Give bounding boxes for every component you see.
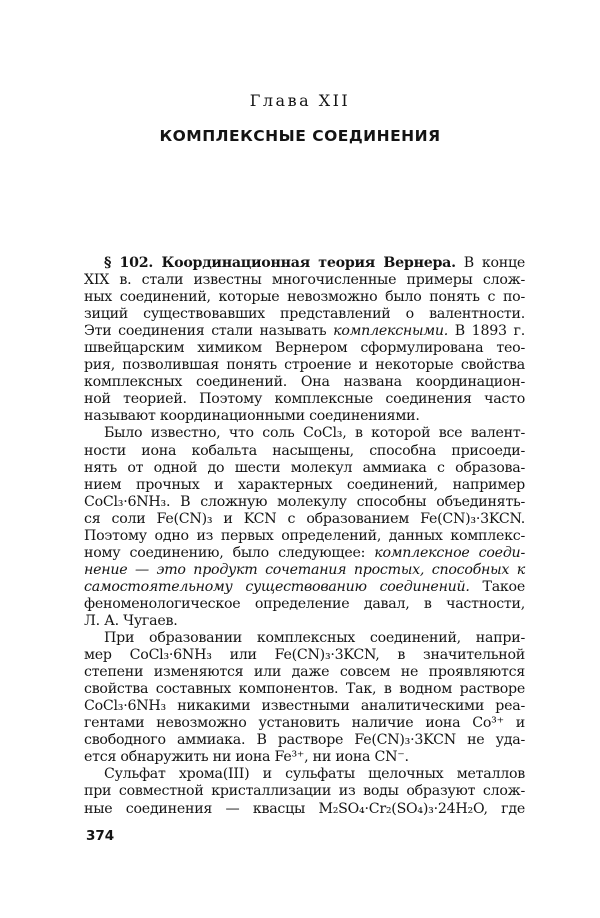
text-line: ной теорией. Поэтому комплексные соединения часто [84,391,525,408]
page-number: 374 [86,828,115,844]
text-fragment: Эти соединения стали называть [84,323,334,340]
body-text [84,255,525,818]
text-line: XIX в. стали известны многочисленные примеры слож- [84,272,525,289]
paragraph-3 [84,630,525,766]
text-line [84,545,525,562]
text-line: мер CoCl₃·6NH₃ или Fe(CN)₃·3KCN, в значительной [84,647,525,664]
text-line: Л. А. Чугаев. [84,612,178,629]
text-line: нием прочных и характерных соединений, например [84,476,525,493]
text-line: ности иона кобальта насыщены, способна присоеди- [84,442,525,459]
text-line: нять от одной до шести молекул аммиака с образова- [84,459,525,476]
text-fragment: В конце [455,255,525,271]
text-line: комплексных соединений. Она названа координацион- [84,374,525,391]
text-fragment: Такое [469,578,525,595]
text-line: свободного аммиака. В растворе Fe(CN)₃·3KCN не уда- [84,732,525,749]
text-line: при совместной кристаллизации из воды образуют слож- [84,783,525,800]
text-line: гентами невозможно установить наличие иона Co³⁺ и [84,715,525,732]
text-line: свойства составных компонентов. Так, в водном растворе [84,681,525,698]
paragraph-2 [84,425,525,630]
text-line: ных соединений, которые невозможно было понять с по- [84,289,525,306]
text-line: CoCl₃·6NH₃ никакими известными аналитическими реа- [84,698,525,715]
text-line: феноменологическое определение давал, в частности, [84,595,525,612]
paragraph-1 [84,255,525,425]
definition-text: комплексное соеди- [374,544,525,561]
definition-text: нение — это продукт сочетания простых, способных к [84,561,525,578]
chapter-heading: Глава XII [249,91,351,110]
text-line: При образовании комплексных соединений, напри- [104,630,525,647]
chapter-title: КОМПЛЕКСНЫЕ СОЕДИНЕНИЯ [159,127,441,145]
text-line: зиций существовавших представлений о валентности. [84,306,525,323]
paragraph-4 [84,766,525,817]
text-line: швейцарским химиком Вернером сформулирована тео- [84,340,525,357]
text-line [84,579,525,596]
text-line: ется обнаружить ни иона Fe³⁺, ни иона CN⁻. [84,749,409,766]
definition-text: самостоятельному существованию соединений. [84,578,470,595]
text-line: Было известно, что соль CoCl₃, в которой все валент- [104,425,525,442]
text-line: рия, позволившая понять строение и некоторые свойства [84,357,525,374]
text-line: ся соли Fe(CN)₃ и KCN с образованием Fe(CN)₃·3KCN. [84,510,525,527]
text-line: CoCl₃·6NH₃. В сложную молекулу способны объединять- [84,493,525,510]
text-line: Поэтому одно из первых определений, данных комплекс- [84,527,525,544]
italic-term: комплексными. [333,323,448,340]
section-heading: § 102. Координационная теория Вернера. [104,255,456,271]
text-line: степени изменяются или даже совсем не проявляются [84,664,525,681]
text-line: ные соединения — квасцы M₂SO₄·Cr₂(SO₄)₃·24H₂O, где [84,800,525,817]
text-line: Сульфат хрома(III) и сульфаты щелочных металлов [104,766,525,783]
text-line: называют координационными соединениями. [84,408,420,425]
text-fragment: В 1893 г. [447,323,525,340]
text-fragment: ному соединению, было следующее: [84,544,375,561]
text-line [84,255,525,272]
text-line [84,323,525,340]
